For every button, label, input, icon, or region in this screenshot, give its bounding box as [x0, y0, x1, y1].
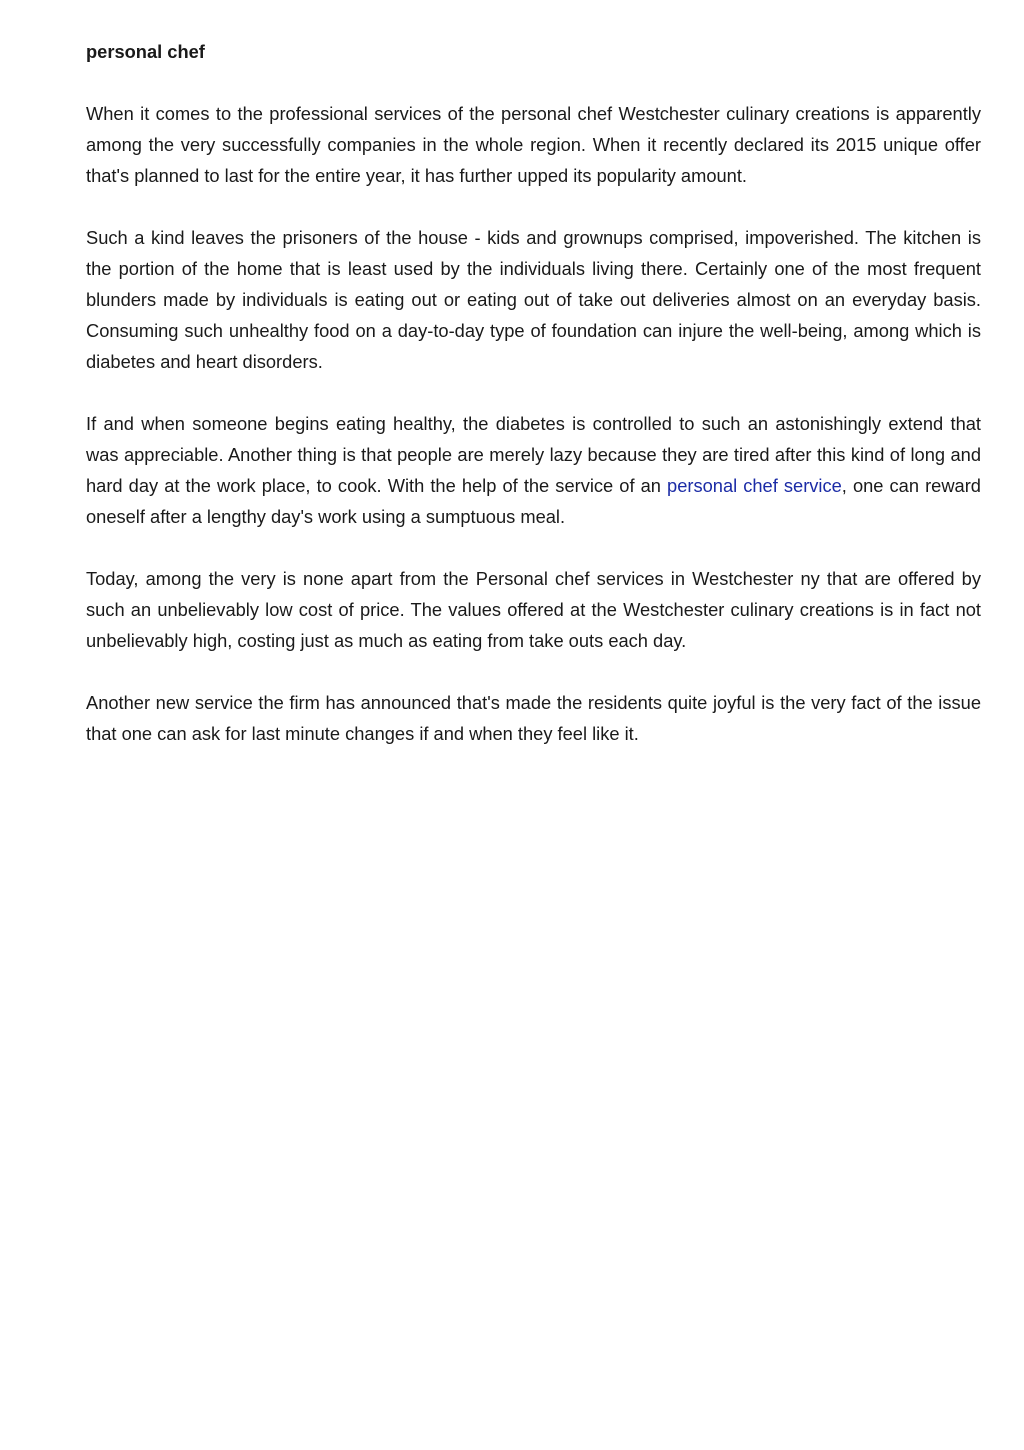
paragraph-1: When it comes to the professional services of the personal chef Westchester culinary creations is apparently among the very successfully companies in the whole region. When it recently declared its 2015 unique offer that's planned to last for the entire year, it has further upped its popularity amount.: [86, 103, 981, 186]
paragraph-2: Such a kind leaves the prisoners of the house - kids and grownups comprised, impoverished. The kitchen is the portion of the home that is least used by the individuals living there. Certainly one of the most frequent blunders made by individuals is eating out or eating out of take out deliveries almost on an everyday basis. Consuming such unhealthy food on a day-to-day type of foundation can injure the well-being, among which is diabetes and heart disorders.: [86, 227, 981, 372]
paragraph-3-after-link: , one can reward oneself after a lengthy day's work using a sumptuous meal.: [86, 475, 981, 527]
document-title: personal chef: [86, 41, 205, 62]
paragraph-3: [86, 408, 981, 532]
paragraph-4: Today, among the very is none apart from the Personal chef services in Westchester ny that are offered by such an unbelievably low cost of price. The values offered at the Westchester culinary creations is in fact not unbelievably high, costing just as much as eating from take outs each day.: [86, 568, 981, 651]
document-page: [86, 36, 981, 780]
paragraph-3-before-link: If and when someone begins eating healthy, the diabetes is controlled to such an astonishingly extend that was appreciable. Another thing is that people are merely lazy because they are tired after this kind of long and hard day at the work place, to cook. With the help of the service of an: [86, 413, 981, 496]
personal-chef-service-link[interactable]: personal chef service: [667, 475, 842, 496]
paragraph-5: Another new service the firm has announced that's made the residents quite joyful is the very fact of the issue that one can ask for last minute changes if and when they feel like it.: [86, 692, 981, 744]
